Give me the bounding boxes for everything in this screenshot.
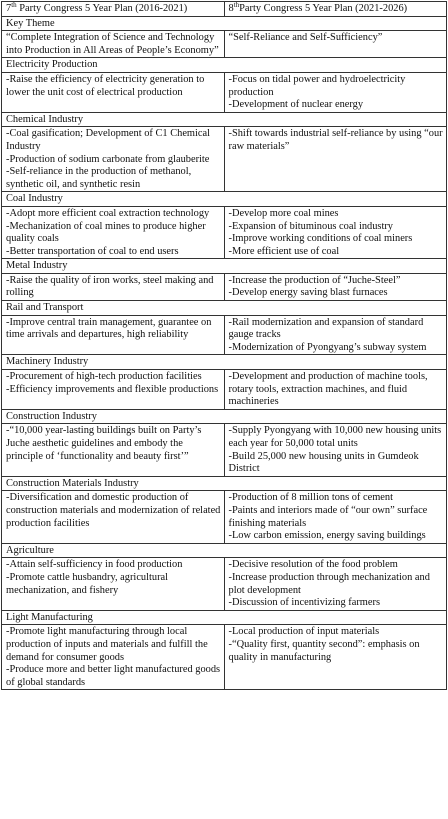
plan-2021-2026-cell bbox=[224, 72, 447, 112]
plan-2021-2026-cell bbox=[224, 206, 447, 258]
section-title-row bbox=[2, 476, 447, 491]
plan-item: -Raise the efficiency of electricity generation to lower the unit cost of electrical production bbox=[6, 73, 205, 98]
plan-2016-2021-cell bbox=[2, 558, 225, 610]
plan-item: -Raise the quality of iron works, steel making and rolling bbox=[6, 274, 214, 299]
section-title: Construction Industry bbox=[2, 409, 447, 424]
plan-item: -Promote cattle husbandry, agricultural mechanization, and fishery bbox=[6, 571, 169, 596]
plan-item: -Modernization of Pyongyang’s subway system bbox=[228, 341, 427, 353]
plan-2016-2021-cell bbox=[2, 370, 225, 410]
plan-2021-2026-cell bbox=[224, 127, 447, 192]
plan-2016-2021-cell bbox=[2, 625, 225, 690]
plan-item: “Complete Integration of Science and Technology into Production in All Areas of People’s Economy” bbox=[6, 32, 219, 56]
section-title-row bbox=[2, 409, 447, 424]
header-left-sup: th bbox=[11, 1, 17, 9]
plan-item: -Local production of input materials bbox=[228, 626, 380, 638]
plan-item: -Mechanization of coal mines to produce higher quality coals bbox=[6, 220, 206, 245]
plan-item: -“10,000 year-lasting buildings built on Party’s Juche aesthetic guidelines and embody the principle of ‘functionality and beauty first’” bbox=[6, 425, 202, 462]
plan-2021-2026-cell bbox=[224, 31, 447, 58]
plan-2016-2021-cell bbox=[2, 315, 225, 355]
plan-item: -Procurement of high-tech production facilities bbox=[6, 371, 202, 383]
header-right-sup: th bbox=[233, 1, 240, 9]
section-content-row bbox=[2, 206, 447, 258]
section-title-row bbox=[2, 192, 447, 207]
plan-item: -Promote light manufacturing through local production of inputs and materials and fulfill the demand for consumer goods bbox=[6, 626, 208, 663]
section-title-row bbox=[2, 112, 447, 127]
section-title: Machinery Industry bbox=[2, 355, 447, 370]
plan-item: -Production of sodium carbonate from glauberite bbox=[6, 153, 210, 165]
plan-2016-2021-cell bbox=[2, 206, 225, 258]
header-right-num: 8 bbox=[228, 3, 234, 14]
plan-item: -Low carbon emission, energy saving buildings bbox=[228, 530, 426, 542]
section-title-row bbox=[2, 301, 447, 316]
plan-item: -Efficiency improvements and flexible productions bbox=[6, 383, 219, 395]
section-title-row bbox=[2, 259, 447, 274]
section-title: Coal Industry bbox=[2, 192, 447, 207]
plan-2016-2021-cell bbox=[2, 424, 225, 476]
section-content-row bbox=[2, 72, 447, 112]
plan-item: -Adopt more efficient coal extraction technology bbox=[6, 207, 210, 219]
section-content-row bbox=[2, 31, 447, 58]
section-content-row bbox=[2, 370, 447, 410]
plan-2021-2026-cell bbox=[224, 424, 447, 476]
plan-item: -Attain self-sufficiency in food production bbox=[6, 559, 183, 571]
section-title: Rail and Transport bbox=[2, 301, 447, 316]
section-content-row bbox=[2, 625, 447, 690]
plan-item: -Produce more and better light manufactured goods of global standards bbox=[6, 664, 221, 688]
plan-2021-2026-cell bbox=[224, 273, 447, 300]
header-left-text: Party Congress 5 Year Plan (2016-2021) bbox=[16, 3, 188, 14]
plan-item: -Paints and interiors made of “our own” surface finishing materials bbox=[228, 504, 428, 529]
plan-item: -Supply Pyongyang with 10,000 new housing units each year for 50,000 total units bbox=[228, 425, 442, 449]
plan-2016-2021-cell bbox=[2, 127, 225, 192]
plan-item: -Increase the production of “Juche-Steel” bbox=[228, 274, 401, 286]
plan-item: -Self-reliance in the production of methanol, synthetic oil, and synthetic resin bbox=[6, 166, 192, 190]
plan-item: -Discussion of incentivizing farmers bbox=[228, 597, 380, 609]
section-content-row bbox=[2, 127, 447, 192]
section-title: Light Manufacturing bbox=[2, 610, 447, 625]
plan-item: -Diversification and domestic production of construction materials and modernization of related production facilities bbox=[6, 492, 221, 529]
plan-2021-2026-cell bbox=[224, 625, 447, 690]
plan-item: -Decisive resolution of the food problem bbox=[228, 559, 398, 571]
plan-2021-2026-cell bbox=[224, 558, 447, 610]
section-title: Metal Industry bbox=[2, 259, 447, 274]
plan-item: -“Quality first, quantity second”: emphasis on quality in manufacturing bbox=[228, 638, 420, 663]
plan-2016-2021-cell bbox=[2, 72, 225, 112]
section-content-row bbox=[2, 315, 447, 355]
section-title: Construction Materials Industry bbox=[2, 476, 447, 491]
plan-item: -Development of nuclear energy bbox=[228, 99, 364, 111]
plan-item: -Expansion of bituminous coal industry bbox=[228, 220, 393, 232]
section-title-row bbox=[2, 355, 447, 370]
plan-comparison-table bbox=[1, 1, 447, 690]
plan-2016-2021-cell bbox=[2, 273, 225, 300]
plan-item: -Increase production through mechanization and plot development bbox=[228, 571, 430, 596]
header-row bbox=[2, 2, 447, 17]
plan-item: -Improve working conditions of coal miners bbox=[228, 233, 413, 245]
section-content-row bbox=[2, 273, 447, 300]
plan-item: -Rail modernization and expansion of standard gauge tracks bbox=[228, 316, 424, 341]
plan-2021-2026-cell bbox=[224, 491, 447, 543]
plan-2021-2026-cell bbox=[224, 370, 447, 410]
plan-item: “Self-Reliance and Self-Sufficiency” bbox=[228, 32, 383, 44]
plan-item: -Develop energy saving blast furnaces bbox=[228, 287, 388, 299]
header-cell-8th-plan bbox=[224, 2, 447, 17]
section-title-row bbox=[2, 16, 447, 31]
section-title: Key Theme bbox=[2, 16, 447, 31]
header-right-text: Party Congress 5 Year Plan (2021-2026) bbox=[239, 3, 408, 14]
plan-item: -Build 25,000 new housing units in Gumdeok District bbox=[228, 450, 419, 475]
plan-item: -Development and production of machine tools, rotary tools, extraction machines, and fluid machineries bbox=[228, 371, 428, 408]
section-title-row bbox=[2, 610, 447, 625]
table-body bbox=[2, 2, 447, 690]
plan-item: -Shift towards industrial self-reliance by using “our raw materials” bbox=[228, 128, 443, 152]
header-cell-7th-plan bbox=[2, 2, 225, 17]
plan-item: -Production of 8 million tons of cement bbox=[228, 492, 393, 504]
plan-2016-2021-cell bbox=[2, 491, 225, 543]
section-content-row bbox=[2, 558, 447, 610]
header-left-num: 7 bbox=[6, 3, 12, 14]
plan-item: -Better transportation of coal to end users bbox=[6, 245, 179, 257]
section-title: Agriculture bbox=[2, 543, 447, 558]
plan-item: -Improve central train management, guarantee on time arrivals and departures, high reliability bbox=[6, 316, 212, 341]
section-content-row bbox=[2, 491, 447, 543]
section-title-row bbox=[2, 58, 447, 73]
plan-2021-2026-cell bbox=[224, 315, 447, 355]
plan-2016-2021-cell bbox=[2, 31, 225, 58]
section-title-row bbox=[2, 543, 447, 558]
section-title: Chemical Industry bbox=[2, 112, 447, 127]
plan-item: -More efficient use of coal bbox=[228, 245, 340, 257]
section-content-row bbox=[2, 424, 447, 476]
plan-item: -Develop more coal mines bbox=[228, 207, 339, 219]
plan-item: -Coal gasification; Development of C1 Chemical Industry bbox=[6, 128, 211, 152]
section-title: Electricity Production bbox=[2, 58, 447, 73]
plan-item: -Focus on tidal power and hydroelectricity production bbox=[228, 73, 406, 98]
